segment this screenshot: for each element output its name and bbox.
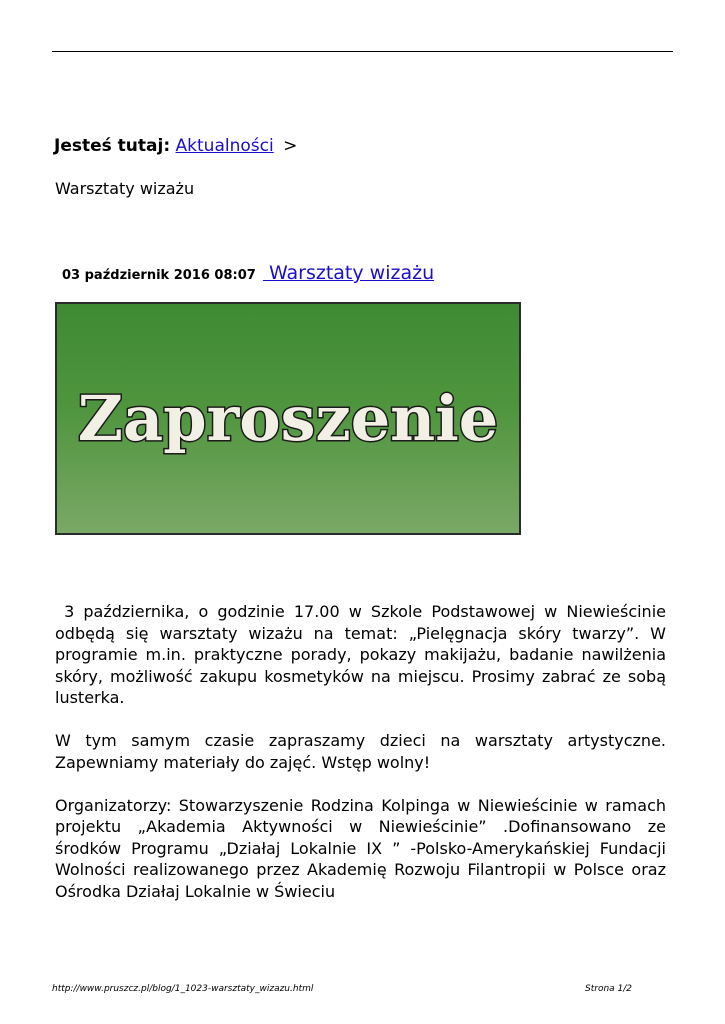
banner-text: Zaproszenie <box>77 382 499 455</box>
article-paragraph: W tym samym czasie zapraszamy dzieci na warsztaty artystyczne. Zapewniamy materiały do zajęć. Wstęp wolny! <box>55 731 666 772</box>
footer-page-number: Strona 1/2 <box>585 984 633 994</box>
article-paragraph: 3 października, o godzinie 17.00 w Szkole Podstawowej w Niewieścinie odbędą się warsztaty wizażu na temat: „Pielęgnacja skóry twarzy”. W programie m.in. praktyczne porady, pokazy makijażu, badanie nawilżenia skóry, możliwość zakupu kosmetyków na miejscu. Prosimy zabrać ze sobą lusterka. <box>55 602 666 707</box>
breadcrumb-separator: > <box>283 136 298 156</box>
post-title-link[interactable] <box>263 262 434 284</box>
footer-url: http://www.pruszcz.pl/blog/1_1023-warsztaty_wizazu.html <box>52 984 314 994</box>
breadcrumb-link-aktualnosci[interactable]: Aktualności <box>175 136 274 156</box>
header-rule <box>52 51 673 52</box>
breadcrumb-label: Jesteś tutaj: <box>54 136 171 156</box>
article-body <box>55 601 666 924</box>
post-meta <box>62 262 434 284</box>
invitation-banner <box>57 304 519 533</box>
post-image <box>55 302 521 535</box>
breadcrumb <box>54 135 297 157</box>
article-paragraph: Organizatorzy: Stowarzyszenie Rodzina Kolpinga w Niewieścinie w ramach projektu „Akademia Aktywności w Niewieścinie” .Dofinansowano ze środków Programu „Działaj Lokalnie IX ” -Polsko-Amerykańskiej Fundacji Wolności realizowanego przez Akademię Rozwoju Filantropii w Polsce oraz Ośrodka Działaj Lokalnie w Świeciu <box>55 795 666 901</box>
post-title-text: Warsztaty wizażu <box>268 262 435 284</box>
post-date: 03 październik 2016 08:07 <box>62 268 256 283</box>
page-title: Warsztaty wizażu <box>55 179 195 198</box>
